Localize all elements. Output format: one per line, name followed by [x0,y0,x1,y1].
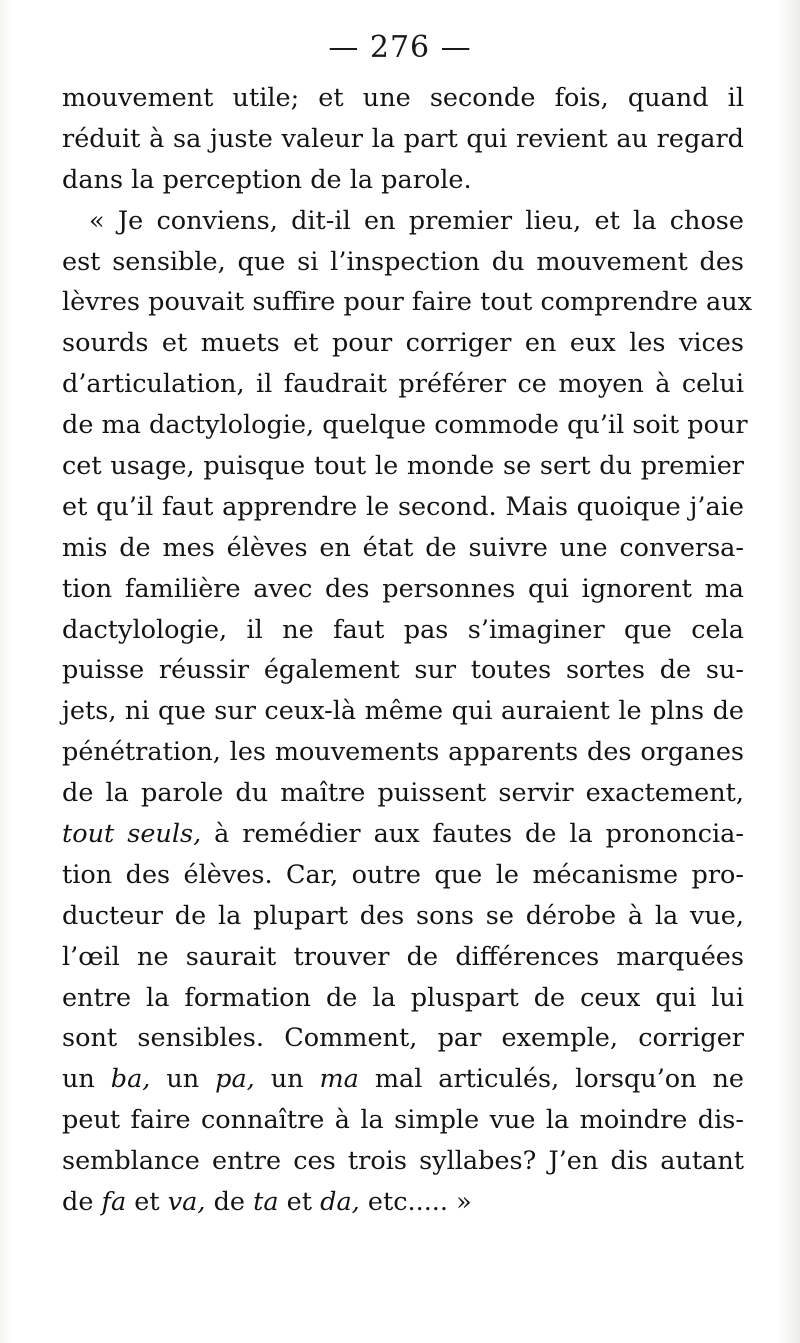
italic-text: ta [253,1187,279,1218]
text-line: un ba, un pa, un ma mal articulés, lorsqu’on ne [62,1064,745,1095]
text-line: tion des élèves. Car, outre que le mécanisme pro- [62,859,744,890]
italic-text: da, [320,1187,360,1218]
text-line: jets, ni que sur ceux-là même qui auraient le plns de [62,696,744,727]
text-line: semblance entre ces trois syllabes? J’en dis autant [62,1146,744,1177]
text-line: l’œil ne saurait trouver de différences marquées [62,941,744,972]
text-line: de fa et va, de ta et da, etc..... » [62,1187,472,1218]
text-line: mouvement utile; et une seconde fois, quand il [62,83,744,113]
text-line: entre la formation de la pluspart de ceux qui lui [62,982,744,1013]
text-line: tout seuls, à remédier aux fautes de la prononcia- [62,819,745,850]
italic-text: fa [101,1187,127,1218]
text-line: puisse réussir également sur toutes sortes de su- [62,655,744,686]
text-line: ducteur de la plupart des sons se dérobe à la vue, [62,900,744,931]
text-line: pénétration, les mouvements apparents des organes [62,737,744,768]
italic-text: pa, [215,1064,255,1095]
text-line: dans la perception de la parole. [62,164,472,195]
text-line: et qu’il faut apprendre le second. Mais quoique j’aie [62,491,744,522]
body-text [62,78,753,1223]
text-line: mis de mes élèves en état de suivre une conversa- [62,532,744,563]
italic-text: ma [319,1064,359,1095]
text-line: réduit à sa juste valeur la part qui revient au regard [62,123,744,154]
text-line: d’articulation, il faudrait préférer ce moyen à celui [62,369,744,400]
text-line: lèvres pouvait suffire pour faire tout comprendre aux [62,287,753,318]
italic-text: ba, [110,1064,151,1095]
text-line: sont sensibles. Comment, par exemple, corriger [62,1023,744,1054]
text-line: est sensible, que si l’inspection du mouvement des [62,246,744,277]
page-number: — 276 — [328,30,472,65]
text-line: sourds et muets et pour corriger en eux les vices [62,328,744,359]
italic-text: va, [167,1187,206,1218]
text-line: « Je conviens, dit-il en premier lieu, et la chose [89,205,744,236]
italic-text: tout seuls, [62,819,202,850]
text-line: cet usage, puisque tout le monde se sert du premier [62,451,744,482]
text-line: de ma dactylologie, quelque commode qu’il soit pour [62,410,748,441]
text-line: tion familière avec des personnes qui ignorent ma [62,573,744,604]
text-line: peut faire connaître à la simple vue la moindre dis- [62,1105,744,1136]
text-line: de la parole du maître puissent servir exactement, [62,778,744,809]
text-line: dactylologie, il ne faut pas s’imaginer que cela [62,614,744,645]
